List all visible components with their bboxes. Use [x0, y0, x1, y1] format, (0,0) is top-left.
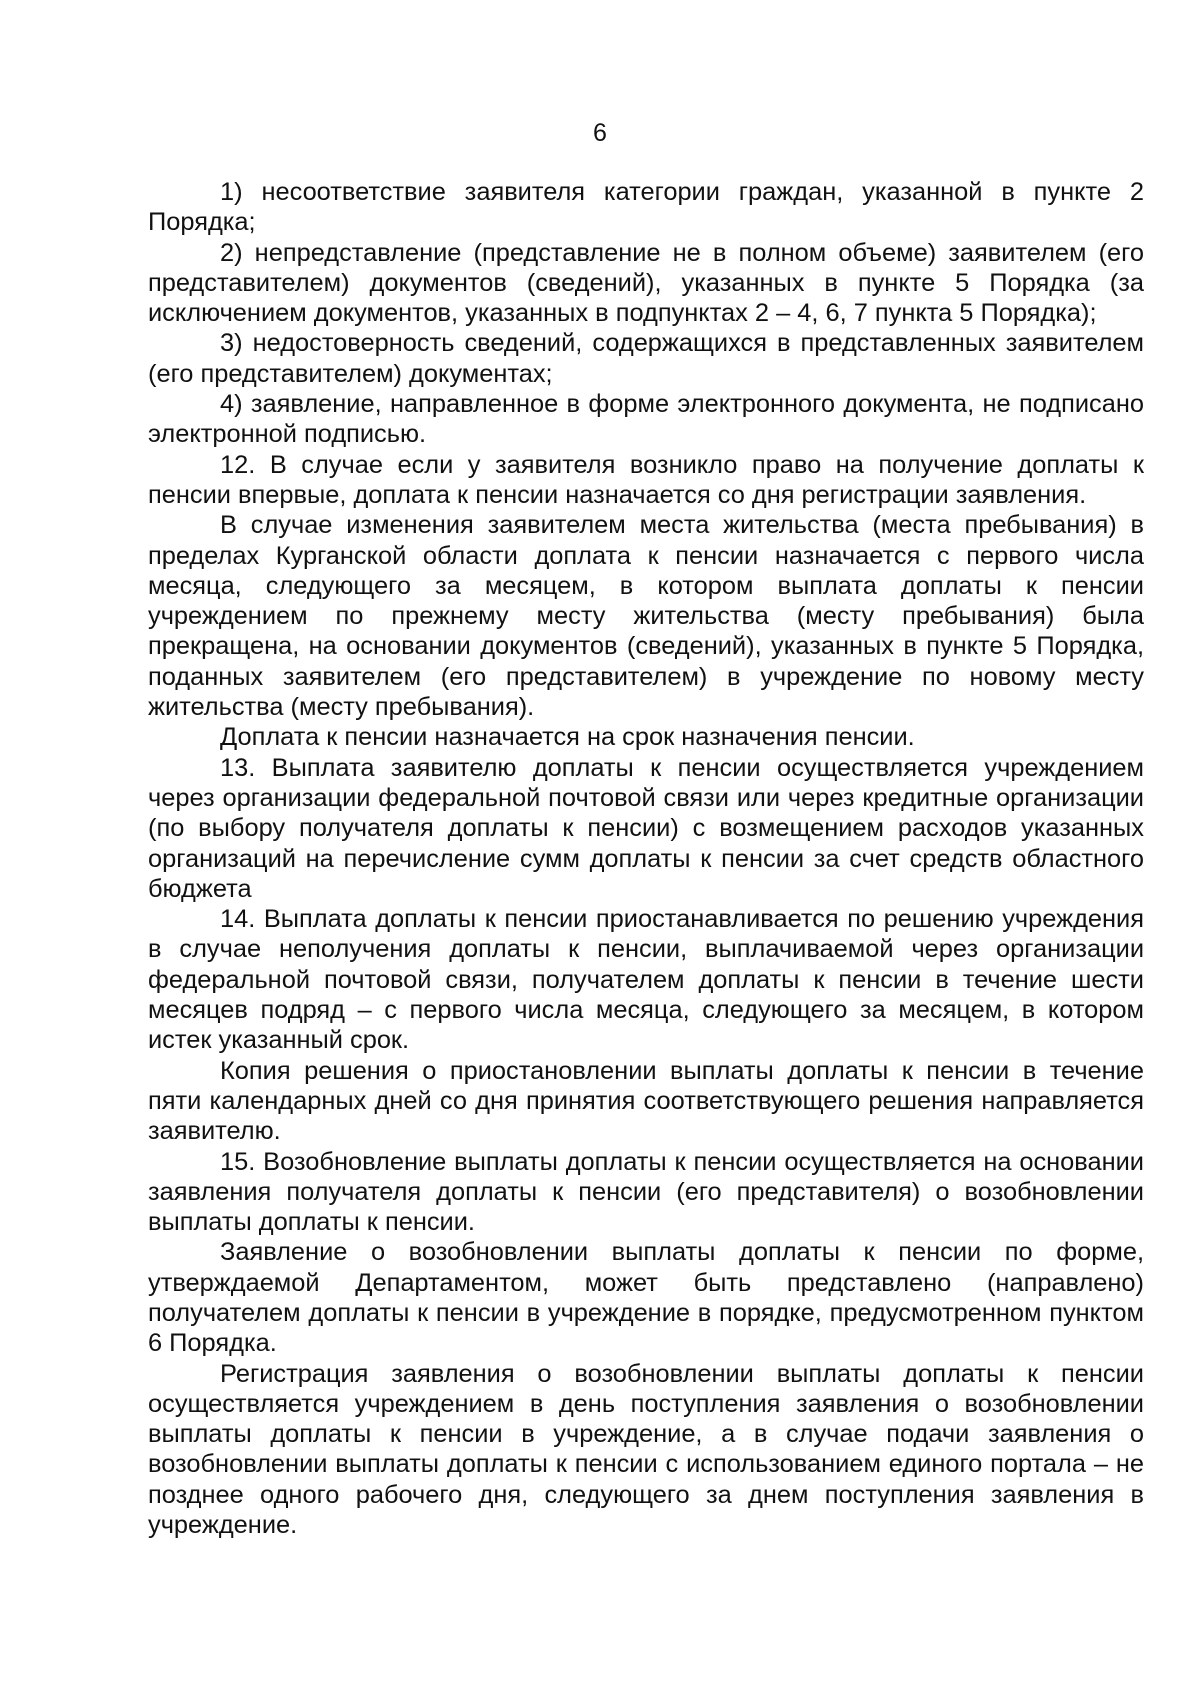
paragraph-resumption-form: Заявление о возобновлении выплаты доплаты к пенсии по форме, утверждаемой Департаментом, может быть представлено (направлено) получателем доплаты к пенсии в учреждение в порядке, предусмотренном пунктом 6 Порядка.	[148, 1238, 1144, 1358]
paragraph-section-13: 13. Выплата заявителю доплаты к пенсии осуществляется учреждением через организации федеральной почтовой связи или через кредитные организации (по выбору получателя доплаты к пенсии) с возмещением расходов указанных организаций на перечисление сумм доплаты к пенсии за счет средств областного бюджета	[148, 753, 1144, 903]
paragraph-item-1: 1) несоответствие заявителя категории граждан, указанной в пункте 2 Порядка;	[148, 178, 1144, 237]
page-number: 6	[593, 119, 607, 147]
paragraph-item-4: 4) заявление, направленное в форме электронного документа, не подписано электронной подписью.	[148, 390, 1144, 449]
paragraph-term: Доплата к пенсии назначается на срок назначения пенсии.	[220, 723, 915, 752]
document-body	[148, 177, 1144, 1540]
paragraph-section-15: 15. Возобновление выплаты доплаты к пенсии осуществляется на основании заявления получателя доплаты к пенсии (его представителя) о возобновлении выплаты доплаты к пенсии.	[148, 1147, 1144, 1237]
paragraph-item-3: 3) недостоверность сведений, содержащихся в представленных заявителем (его представителем) документах;	[148, 329, 1144, 388]
paragraph-decision-copy: Копия решения о приостановлении выплаты доплаты к пенсии в течение пяти календарных дней со дня принятия соответствующего решения направляется заявителю.	[148, 1056, 1144, 1146]
paragraph-residence-change: В случае изменения заявителем места жительства (места пребывания) в пределах Курганской области доплата к пенсии назначается с первого числа месяца, следующего за месяцем, в котором выплата доплаты к пенсии учреждением по прежнему месту жительства (месту пребывания) была прекращена, на основании документов (сведений), указанных в пункте 5 Порядка, поданных заявителем (его представителем) в учреждение по новому месту жительства (месту пребывания).	[148, 511, 1144, 722]
paragraph-section-12: 12. В случае если у заявителя возникло право на получение доплаты к пенсии впервые, доплата к пенсии назначается со дня регистрации заявления.	[148, 450, 1144, 509]
paragraph-item-2: 2) непредставление (представление не в полном объеме) заявителем (его представителем) документов (сведений), указанных в пункте 5 Порядка (за исключением документов, указанных в подпунктах 2 – 4, 6, 7 пункта 5 Порядка);	[148, 238, 1144, 328]
paragraph-section-14: 14. Выплата доплаты к пенсии приостанавливается по решению учреждения в случае неполучения доплаты к пенсии, выплачиваемой через организации федеральной почтовой связи, получателем доплаты к пенсии в течение шести месяцев подряд – с первого числа месяца, следующего за месяцем, в котором истек указанный срок.	[148, 905, 1144, 1055]
paragraph-registration: Регистрация заявления о возобновлении выплаты доплаты к пенсии осуществляется учреждением в день поступления заявления о возобновлении выплаты доплаты к пенсии в учреждение, а в случае подачи заявления о возобновлении выплаты доплаты к пенсии с использованием единого портала – не позднее одного рабочего дня, следующего за днем поступления заявления в учреждение.	[148, 1359, 1144, 1540]
